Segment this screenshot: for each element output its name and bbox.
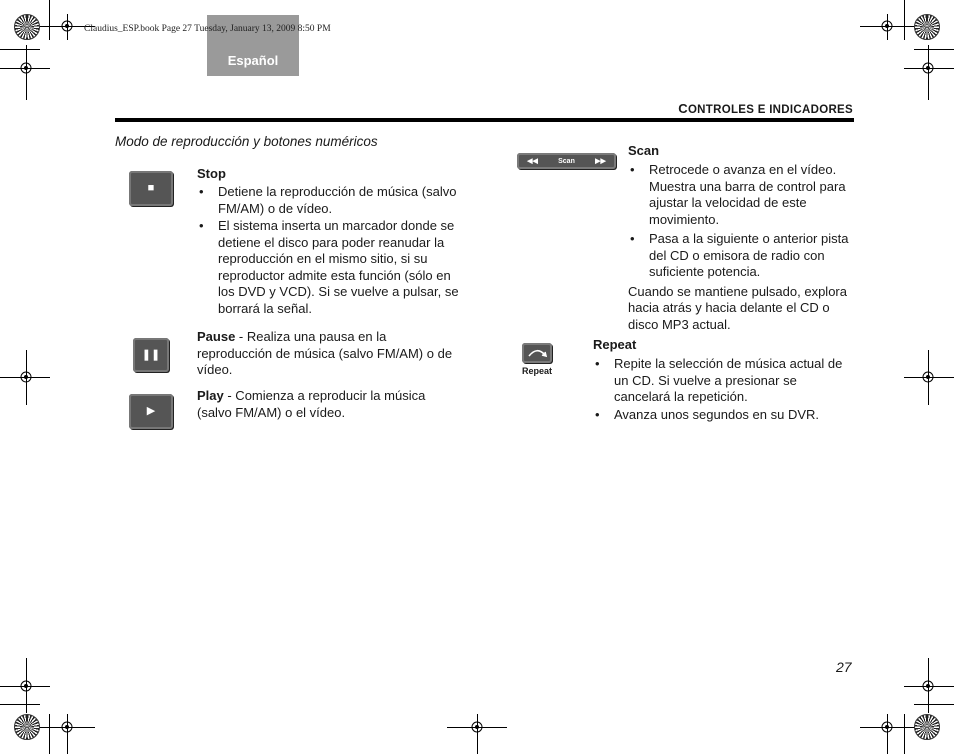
header-rule bbox=[115, 118, 854, 122]
registration-mark-icon bbox=[878, 718, 896, 736]
registration-mark-icon bbox=[17, 368, 35, 386]
list-item: • Avanza unos segundos en su DVR. bbox=[593, 407, 855, 424]
scan-button-text: Scan bbox=[558, 157, 575, 165]
stop-label: Stop bbox=[197, 166, 226, 181]
pause-text: - Realiza una pausa en la reproducción de música (salvo FM/AM) o de vídeo. bbox=[197, 329, 453, 377]
list-item: • Pasa a la siguiente o anterior pista del CD o emisora de radio con suficiente potencia. bbox=[628, 231, 854, 281]
list-item: • Retrocede o avanza en el vídeo. Muestra una barra de control para ajustar la velocidad de este movimiento. bbox=[628, 162, 854, 228]
repeat-arrow-icon bbox=[522, 343, 552, 363]
stop-button-illustration bbox=[129, 171, 173, 206]
pause-label: Pause bbox=[197, 329, 236, 344]
stop-icon: ■ bbox=[147, 182, 155, 194]
pause-button-illustration bbox=[133, 338, 169, 372]
play-button-illustration bbox=[129, 394, 173, 429]
registration-mark-icon bbox=[468, 718, 486, 736]
fast-forward-icon: ▶▶ bbox=[595, 158, 606, 165]
repeat-button-illustration bbox=[522, 343, 552, 363]
registration-mark-icon bbox=[58, 17, 76, 35]
page-subtitle: Modo de reproducción y botones numéricos bbox=[115, 134, 378, 149]
list-item: • Detiene la reproducción de música (salvo FM/AM) o de vídeo. bbox=[197, 184, 462, 217]
scan-description bbox=[628, 162, 854, 333]
registration-mark-icon bbox=[878, 17, 896, 35]
color-rosette-icon bbox=[14, 14, 40, 40]
registration-mark-icon bbox=[919, 677, 937, 695]
repeat-description bbox=[593, 356, 855, 424]
repeat-label: Repeat bbox=[593, 337, 637, 352]
play-icon: ▶ bbox=[146, 405, 156, 417]
registration-mark-icon bbox=[17, 59, 35, 77]
scan-label: Scan bbox=[628, 143, 660, 158]
color-rosette-icon bbox=[914, 714, 940, 740]
pause-description bbox=[197, 329, 459, 379]
language-tab-label: Español bbox=[227, 53, 279, 68]
print-header: Claudius_ESP.book Page 27 Tuesday, January 13, 2009 8:50 PM bbox=[84, 24, 331, 34]
play-text: - Comienza a reproducir la música (salvo FM/AM) o el vídeo. bbox=[197, 388, 426, 420]
pause-icon: ❚❚ bbox=[141, 348, 161, 361]
list-item: • El sistema inserta un marcador donde se detiene el disco para poder reanudar la reproducción en el mismo sitio, si su reproductor admite esta función (sólo en los DVD y VCD). Si se vuelve a pulsar, se borrará la señal. bbox=[197, 218, 462, 317]
page-number: 27 bbox=[836, 659, 852, 675]
registration-mark-icon bbox=[17, 677, 35, 695]
color-rosette-icon bbox=[914, 14, 940, 40]
registration-mark-icon bbox=[58, 718, 76, 736]
play-label: Play bbox=[197, 388, 224, 403]
play-description bbox=[197, 388, 459, 421]
registration-mark-icon bbox=[919, 368, 937, 386]
section-title: CONTROLES E INDICADORES bbox=[678, 101, 853, 116]
scan-button-illustration bbox=[517, 153, 616, 169]
color-rosette-icon bbox=[14, 714, 40, 740]
rewind-icon: ◀◀ bbox=[527, 158, 538, 165]
list-item: • Repite la selección de música actual de un CD. Si vuelve a presionar se cancelará la repetición. bbox=[593, 356, 855, 406]
registration-mark-icon bbox=[919, 59, 937, 77]
repeat-button-caption: Repeat bbox=[521, 366, 552, 376]
stop-description bbox=[197, 184, 462, 318]
scan-note: Cuando se mantiene pulsado, explora hacia atrás y hacia delante el CD o disco MP3 actual. bbox=[628, 283, 847, 332]
